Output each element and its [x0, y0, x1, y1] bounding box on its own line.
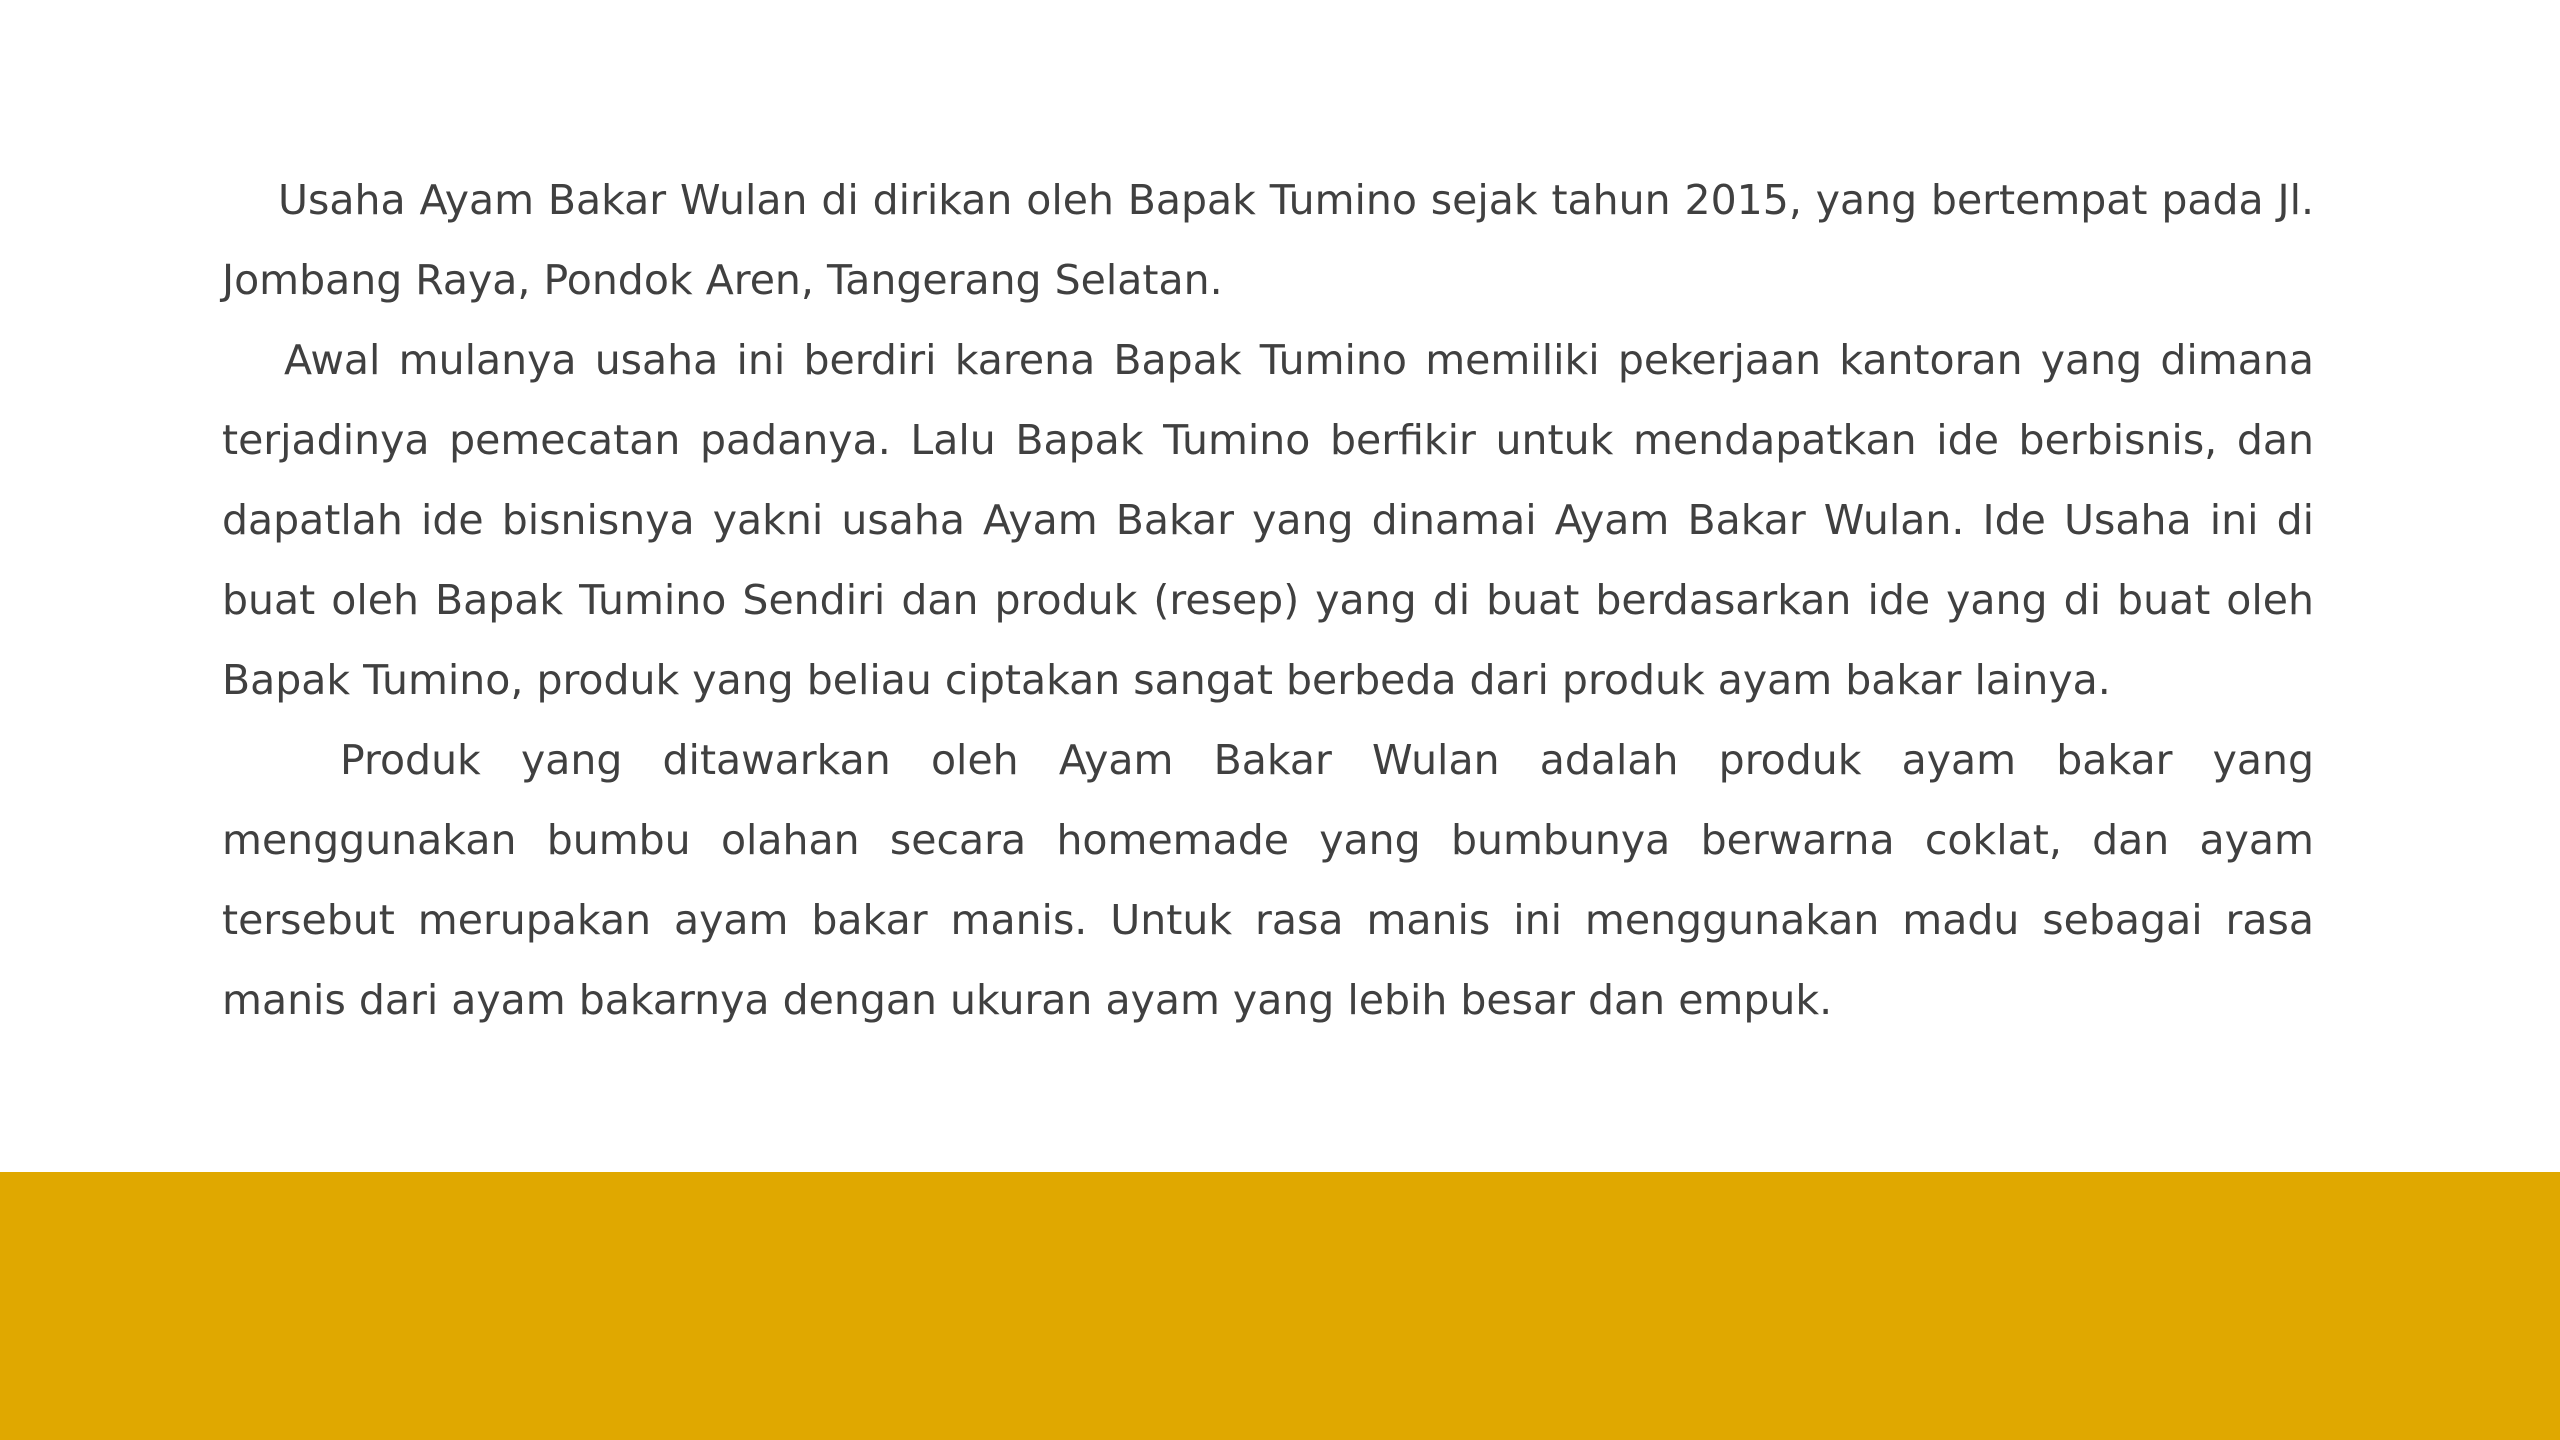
footer-accent-band [0, 1172, 2560, 1440]
paragraph-history: Usaha Ayam Bakar Wulan di dirikan oleh Bapak Tumino sejak tahun 2015, yang bertempat pada Jl. Jombang Raya, Pondok Aren, Tangerang Selatan. [222, 176, 2314, 304]
paragraph-origin: Awal mulanya usaha ini berdiri karena Bapak Tumino memiliki pekerjaan kantoran yang dimana terjadinya pemecatan padanya. Lalu Bapak Tumino berfikir untuk mendapatkan ide berbisnis, dan dapatlah ide bisnisnya yakni usaha Ayam Bakar yang dinamai Ayam Bakar Wulan. Ide Usaha ini di buat oleh Bapak Tumino Sendiri dan produk (resep) yang di buat berdasarkan ide yang di buat oleh Bapak Tumino, produk yang beliau ciptakan sangat berbeda dari produk ayam bakar lainya. [222, 336, 2314, 704]
body-text [222, 160, 2314, 1040]
paragraph-product: Produk yang ditawarkan oleh Ayam Bakar Wulan adalah produk ayam bakar yang menggunakan bumbu olahan secara homemade yang bumbunya berwarna coklat, dan ayam tersebut merupakan ayam bakar manis. Untuk rasa manis ini menggunakan madu sebagai rasa manis dari ayam bakarnya dengan ukuran ayam yang lebih besar dan empuk. [222, 736, 2314, 1024]
